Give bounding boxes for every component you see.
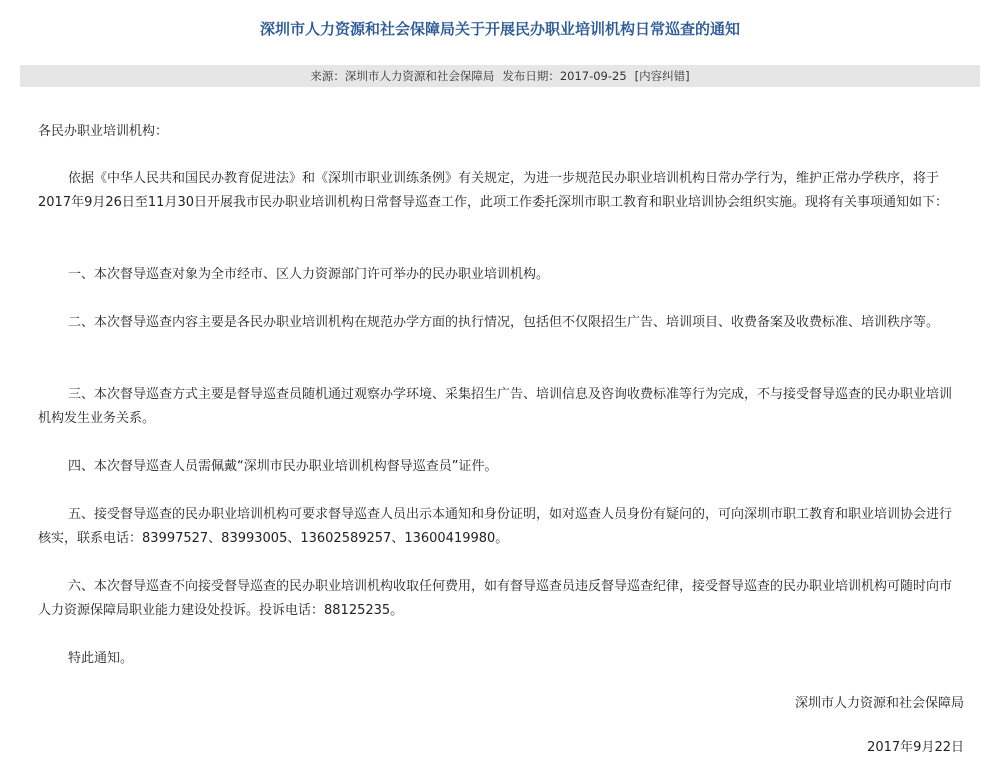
sign-date: 2017年9月22日 bbox=[867, 740, 964, 755]
content-correction-link[interactable]: [内容纠错] bbox=[634, 69, 690, 83]
meta-bar bbox=[20, 65, 980, 87]
paragraph-item-1: 一、本次督导巡查对象为全市经市、区人力资源部门许可举办的民办职业培训机构。 bbox=[68, 267, 550, 282]
paragraph-item-3: 三、本次督导巡查方式主要是督导巡查员随机通过观察办学环境、采集招生广告、培训信息及咨询收费标准等行为完成，不与接受督导巡查的民办职业培训机构发生业务关系。 bbox=[38, 387, 953, 426]
date-label: 发布日期： bbox=[502, 69, 560, 83]
paragraph-intro: 依据《中华人民共和国民办教育促进法》和《深圳市职业训练条例》有关规定，为进一步规范民办职业培训机构日常办学行为，维护正常办学秩序，将于2017年9月26日至11月30日开展我市民办职业培训机构日常督导巡查工作，此项工作委托深圳市职工教育和职业培训协会组织实施。现将有关事项通知如下： bbox=[38, 171, 948, 210]
closing-line: 特此通知。 bbox=[68, 651, 134, 666]
signature: 深圳市人力资源和社会保障局 bbox=[794, 696, 964, 711]
paragraph-item-6: 六、本次督导巡查不向接受督导巡查的民办职业培训机构收取任何费用，如有督导巡查员违反督导巡查纪律，接受督导巡查的民办职业培训机构可随时向市人力资源保障局职业能力建设处投诉。投诉电话：88125235。 bbox=[38, 579, 953, 618]
salutation: 各民办职业培训机构： bbox=[38, 124, 169, 139]
paragraph-item-5: 五、接受督导巡查的民办职业培训机构可要求督导巡查人员出示本通知和身份证明，如对巡查人员身份有疑问的，可向深圳市职工教育和职业培训协会进行核实，联系电话：83997527、83993005、13602589257、13600419980。 bbox=[38, 507, 953, 546]
source-label: 来源： bbox=[310, 69, 345, 83]
paragraph-item-2: 二、本次督导巡查内容主要是各民办职业培训机构在规范办学方面的执行情况，包括但不仅限招生广告、培训项目、收费备案及收费标准、培训秩序等。 bbox=[68, 315, 940, 330]
source-text: 深圳市人力资源和社会保障局 bbox=[344, 69, 495, 83]
paragraph-item-4: 四、本次督导巡查人员需佩戴“深圳市民办职业培训机构督导巡查员”证件。 bbox=[68, 459, 498, 474]
page-title: 深圳市人力资源和社会保障局关于开展民办职业培训机构日常巡查的通知 bbox=[259, 20, 740, 38]
publish-date: 2017-09-25 bbox=[559, 69, 627, 83]
